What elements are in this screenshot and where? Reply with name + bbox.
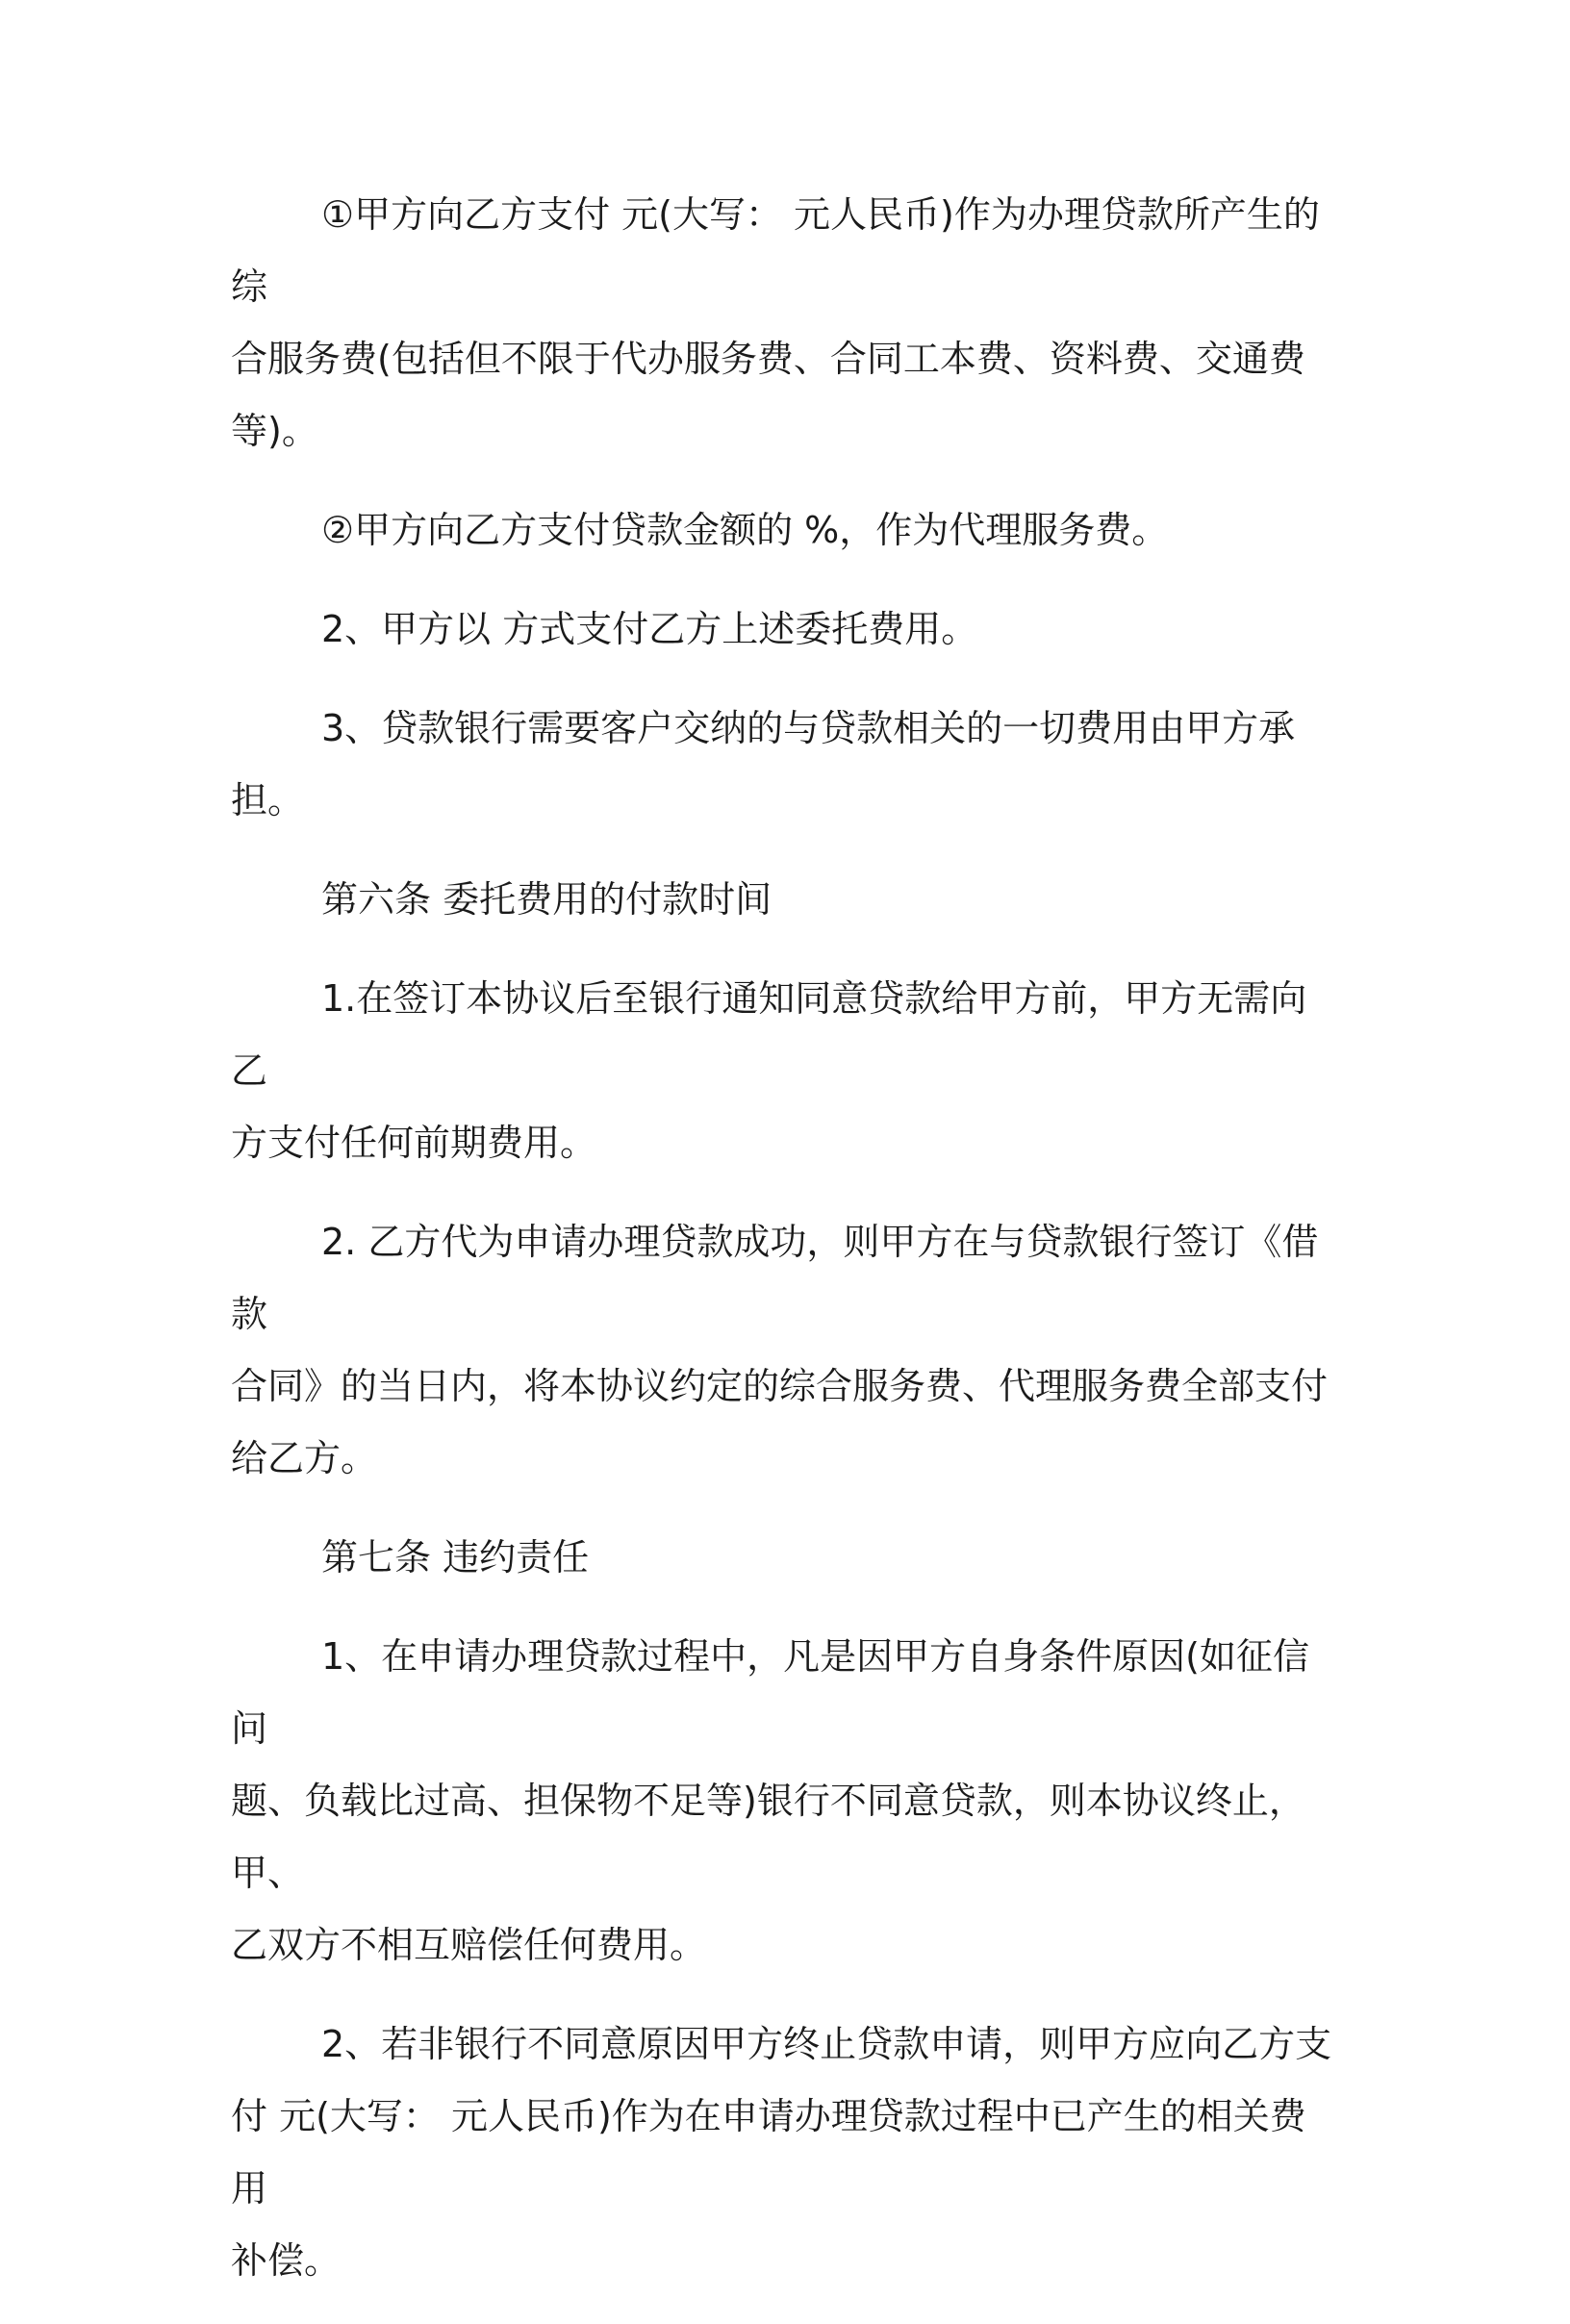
document-body [231, 179, 1337, 2324]
clause-bank-fees [231, 693, 1337, 837]
clause-fee-comprehensive [231, 179, 1337, 467]
text-line: 方支付任何前期费用。 [231, 1122, 597, 1164]
text-line: ①甲方向乙方支付 元(大写： 元人民币)作为办理贷款所产生的综 [231, 193, 1320, 308]
text-line: 2、甲方以 方式支付乙方上述委托费用。 [321, 608, 978, 650]
clause-termination-compensation [231, 2008, 1337, 2297]
text-line: 补偿。 [231, 2239, 342, 2282]
text-line: 2、若非银行不同意原因甲方终止贷款申请，则甲方应向乙方支 [321, 2023, 1332, 2065]
text-line: 1.在签订本协议后至银行通知同意贷款给甲方前，甲方无需向乙 [231, 977, 1307, 1092]
text-line: 给乙方。 [231, 1437, 378, 1479]
heading-text: 第六条 委托费用的付款时间 [321, 878, 772, 921]
text-line: 3、贷款银行需要客户交纳的与贷款相关的一切费用由甲方承担。 [231, 707, 1296, 821]
clause-payment-on-success [231, 1206, 1337, 1495]
clause-payment-method [231, 594, 1337, 666]
heading-text: 第七条 违约责任 [321, 1536, 590, 1579]
clause-fee-agency [231, 494, 1337, 567]
clause-termination-no-compensation [231, 1621, 1337, 1982]
clause-no-upfront-fee [231, 963, 1337, 1179]
text-line: 2. 乙方代为申请办理贷款成功，则甲方在与贷款银行签订《借款 [231, 1221, 1319, 1335]
text-line: 合同》的当日内，将本协议约定的综合服务费、代理服务费全部支付 [231, 1365, 1329, 1407]
text-line: 题、负载比过高、担保物不足等)银行不同意贷款，则本协议终止，甲、 [231, 1780, 1305, 1894]
text-line: 1、在申请办理贷款过程中，凡是因甲方自身条件原因(如征信问 [231, 1635, 1310, 1750]
article-7-heading [231, 1522, 1337, 1594]
text-line: 付 元(大写： 元人民币)作为在申请办理贷款过程中已产生的相关费用 [231, 2095, 1306, 2210]
text-line: 合服务费(包括但不限于代办服务费、合同工本费、资料费、交通费等)。 [231, 338, 1305, 452]
text-line: ②甲方向乙方支付贷款金额的 %，作为代理服务费。 [321, 509, 1169, 551]
article-6-heading [231, 864, 1337, 936]
text-line: 乙双方不相互赔偿任何费用。 [231, 1924, 707, 1966]
